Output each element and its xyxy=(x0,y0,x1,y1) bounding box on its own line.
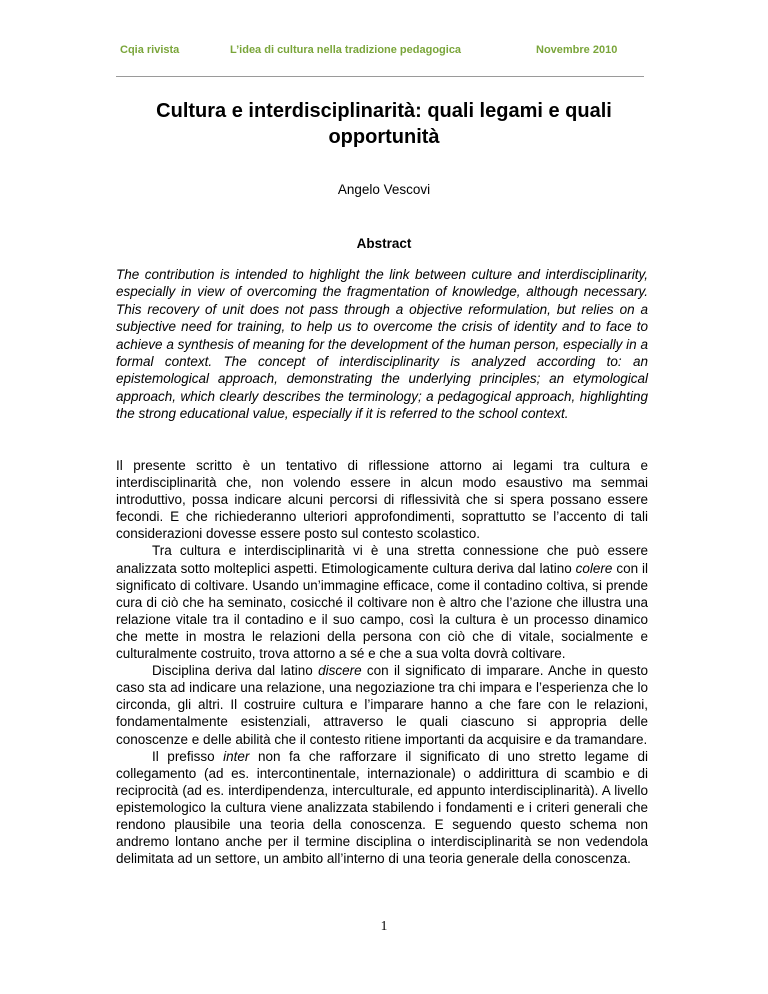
paragraph-2 xyxy=(116,542,648,662)
article-body xyxy=(116,457,648,867)
article-title: Cultura e interdisciplinarità: quali legami e quali opportunità xyxy=(156,100,612,148)
paragraph-text: non fa che rafforzare il significato di uno stretto legame di collegamento (ad es. intercontinentale, internazionale) o addirittura di scambio e di reciprocità (ad es. interdipendenza, interculturale, ed appunto interdisciplinarità). A livello epistemologico la cultura viene analizzata stabilendo i fondamenti e i criteri generali che rendono plausibile una teoria della conoscenza. E seguendo questo schema non andremo lontano anche per il termine disciplina o interdisciplinarità se non vedendola delimitata ad un settore, un ambito all’interno di una teoria generale della conoscenza. xyxy=(116,748,648,867)
paragraph-3 xyxy=(116,662,648,747)
paragraph-text: con il significato di coltivare. Usando un’immagine efficace, come il contadino coltiva, si prende cura di ciò che ha seminato, cosicché il coltivare non è altro che l’azione che illustra una relazione vitale tra il contadino e il suo campo, così la cultura è un processo dinamico che mette in mostra le relazioni della persona con ciò che di vitale, socialmente e culturalmente costruito, trova attorno a sé e che a sua volta dovrà coltivare. xyxy=(116,560,648,662)
section-title: L’idea di cultura nella tradizione pedagogica xyxy=(230,44,462,56)
abstract-text: The contribution is intended to highlight the link between culture and interdisciplinarity, especially in view of overcoming the fragmentation of knowledge, although necessary. This recovery of unit does not pass through a objective reformulation, but relies on a subjective need for training, to help us to overcome the crisis of identity and to face to achieve a synthesis of meaning for the development of the human person, especially in a formal context. The concept of interdisciplinarity is analyzed according to: an epistemological approach, demonstrating the underlying principles; an etymological approach, which clearly describes the terminology; a pedagogical approach, highlighting the strong educational value, especially if it is referred to the school context. xyxy=(116,267,648,422)
paragraph-text: con il significato di imparare. Anche in questo caso sta ad indicare una relazione, una negoziazione tra chi impara e l’esperienza che lo circonda, gli altri. Il costruire cultura e l’imparare hanno a che fare con le relazioni, fondamentalmente esistenziali, attraverso le quali ciascuno si appropria delle conoscenze e delle abilità che il contesto ritiene importanti da acquisire e da tramandare. xyxy=(116,663,648,747)
paragraph-1: Il presente scritto è un tentativo di riflessione attorno ai legami tra cultura e interdisciplinarità che, non volendo essere in alcun modo esaustivo ma semmai introduttivo, possa indicare alcuni percorsi di riflessività che si spera possano essere fecondi. E che richiederanno ulteriori approfondimenti, soprattutto se l’accento di tali considerazioni dovesse essere posto sul contesto scolastico. xyxy=(116,458,648,542)
paragraph-text: Il prefisso xyxy=(152,748,224,764)
page-number: 1 xyxy=(380,918,388,933)
journal-name: Cqia rivista xyxy=(120,44,180,56)
abstract-heading: Abstract xyxy=(356,236,412,251)
latin-term: colere xyxy=(575,560,613,576)
latin-term: discere xyxy=(318,663,362,679)
latin-term: inter xyxy=(223,748,250,764)
paragraph-text: Disciplina deriva dal latino xyxy=(152,663,319,679)
header-divider xyxy=(116,76,644,77)
author-name: Angelo Vescovi xyxy=(337,182,431,197)
paragraph-4 xyxy=(116,748,648,868)
issue-date: Novembre 2010 xyxy=(536,44,618,56)
paragraph-text: Tra cultura e interdisciplinarità vi è una stretta connessione che può essere analizzata sotto molteplici aspetti. Etimologicamente cultura deriva dal latino xyxy=(116,543,648,576)
